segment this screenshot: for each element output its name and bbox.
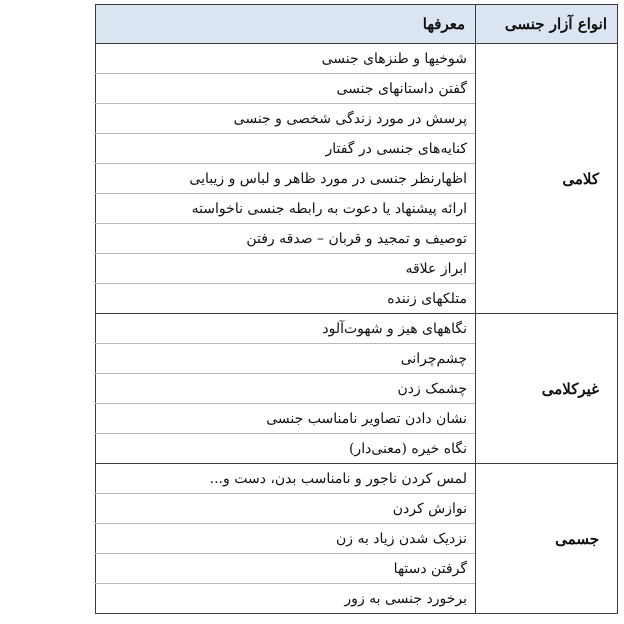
category-nonverbal: غیرکلامی: [476, 314, 618, 464]
indicator-cell: توصیف و تمجید و قربان – صدقه رفتن: [96, 224, 476, 254]
table-row: [96, 314, 618, 344]
indicator-cell: نوازش کردن: [96, 494, 476, 524]
harassment-types-table-container: [95, 4, 617, 614]
indicator-cell: نزدیک شدن زیاد به زن: [96, 524, 476, 554]
header-indicators: معرفها: [96, 5, 476, 44]
table-header-row: [96, 5, 618, 44]
indicator-cell: نگاههای هیز و شهوت‌آلود: [96, 314, 476, 344]
category-verbal: کلامی: [476, 44, 618, 314]
harassment-types-table: [95, 4, 618, 614]
indicator-cell: شوخیها و طنزهای جنسی: [96, 44, 476, 74]
indicator-cell: کنایه‌های جنسی در گفتار: [96, 134, 476, 164]
indicator-cell: ابراز علاقه: [96, 254, 476, 284]
indicator-cell: برخورد جنسی به زور: [96, 584, 476, 614]
indicator-cell: ارائه پیشنهاد یا دعوت به رابطه جنسی ناخواسته: [96, 194, 476, 224]
indicator-cell: نشان دادن تصاویر نامناسب جنسی: [96, 404, 476, 434]
table-row: [96, 464, 618, 494]
indicator-cell: پرسش در مورد زندگی شخصی و جنسی: [96, 104, 476, 134]
indicator-cell: چشمک زدن: [96, 374, 476, 404]
indicator-cell: لمس کردن ناجور و نامناسب بدن، دست و...: [96, 464, 476, 494]
indicator-cell: متلکهای زننده: [96, 284, 476, 314]
category-physical: جسمی: [476, 464, 618, 614]
indicator-cell: چشم‌چرانی: [96, 344, 476, 374]
indicator-cell: گفتن داستانهای جنسی: [96, 74, 476, 104]
indicator-cell: اظهارنظر جنسی در مورد ظاهر و لباس و زیبایی: [96, 164, 476, 194]
indicator-cell: گرفتن دستها: [96, 554, 476, 584]
indicator-cell: نگاه خیره (معنی‌دار): [96, 434, 476, 464]
header-type: انواع آزار جنسی: [476, 5, 618, 44]
table-row: [96, 44, 618, 74]
